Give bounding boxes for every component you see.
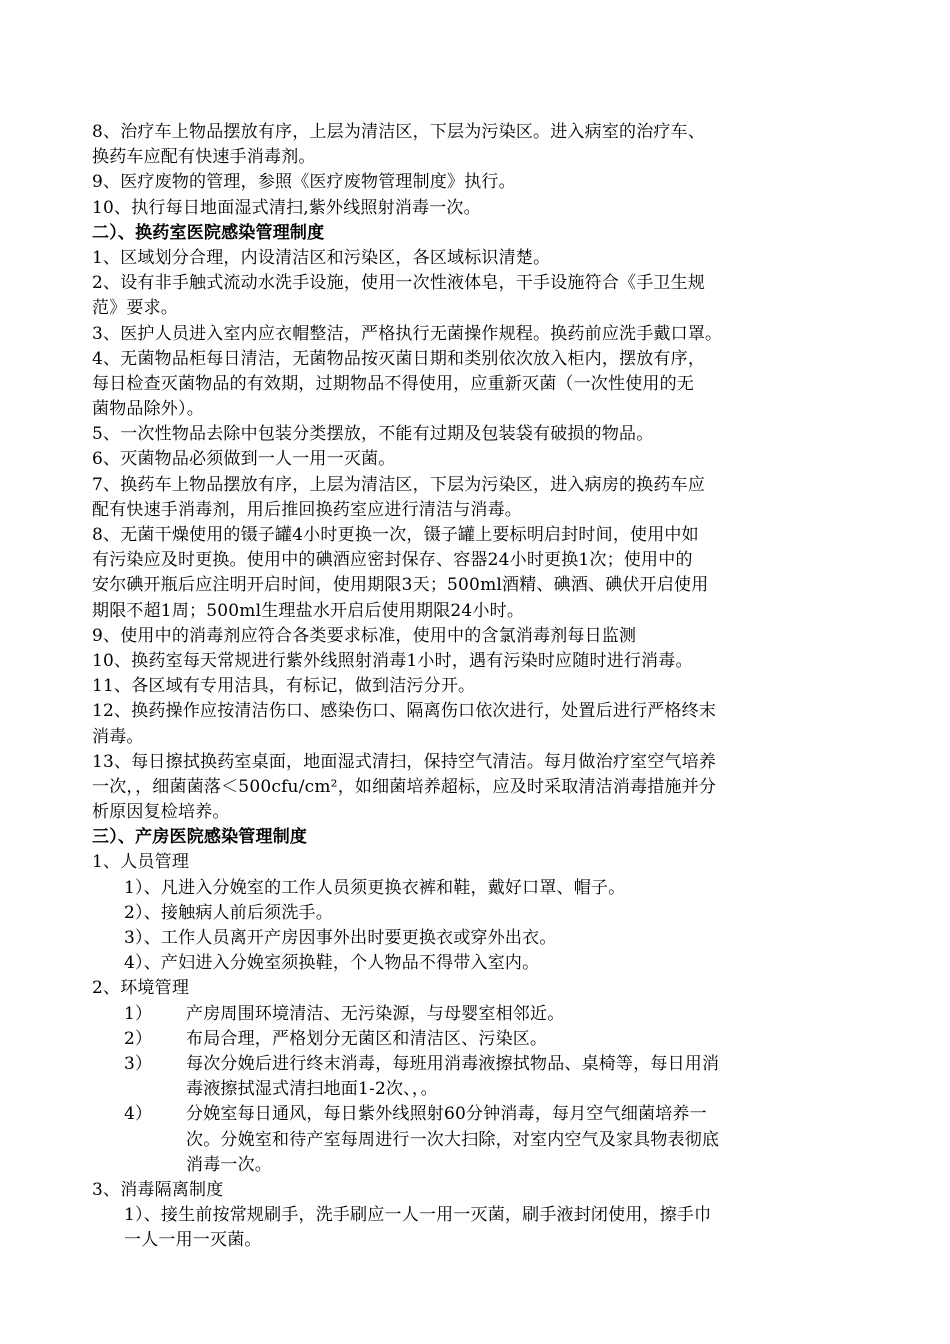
text-line: 产房周围环境清洁、无污染源，与母婴室相邻近。 — [186, 1003, 565, 1024]
text-line: 一次，，细菌菌落＜500cfu/cm²，如细菌培养超标，应及时采取清洁消毒措施并分 — [92, 776, 717, 797]
text-line: 10、换药室每天常规进行紫外线照射消毒1小时，遇有污染时应随时进行消毒。 — [92, 650, 693, 671]
text-line: 有污染应及时更换。使用中的碘酒应密封保存、容器24小时更换1次；使用中的 — [92, 550, 693, 571]
text-line: 次。分娩室和待产室每周进行一次大扫除，对室内空气及家具物表彻底 — [186, 1129, 720, 1150]
section-heading: 三）、产房医院感染管理制度 — [92, 827, 308, 848]
text-line: 3）、工作人员离开产房因事外出时要更换衣或穿外出衣。 — [124, 928, 557, 948]
text-line: 1）、凡进入分娩室的工作人员须更换衣裤和鞋，戴好口罩、帽子。 — [124, 877, 626, 898]
text-line: 每日检查灭菌物品的有效期，过期物品不得使用，应重新灭菌（一次性使用的无 — [92, 373, 694, 394]
text-line: 9、使用中的消毒剂应符合各类要求标准，使用中的含氯消毒剂每日监测 — [92, 625, 637, 646]
text-line: 3、消毒隔离制度 — [92, 1179, 224, 1200]
text-line: 13、每日擦拭换药室桌面，地面湿式清扫，保持空气清洁。每月做治疗室空气培养 — [92, 751, 717, 772]
text-line: 1、区域划分合理，内设清洁区和污染区，各区域标识清楚。 — [92, 247, 551, 268]
text-line: 11、各区域有专用洁具，有标记，做到洁污分开。 — [92, 676, 476, 697]
text-line: 2、环境管理 — [92, 978, 190, 999]
list-item — [92, 1052, 872, 1077]
list-number: 4） — [124, 1104, 153, 1125]
text-line: 析原因复检培养。 — [92, 802, 230, 823]
text-line: 4）、产妇进入分娩室须换鞋，个人物品不得带入室内。 — [124, 953, 540, 974]
text-line: 配有快速手消毒剂，用后推回换药室应进行清洁与消毒。 — [92, 499, 522, 520]
text-line: 2、设有非手触式流动水洗手设施，使用一次性液体皂，干手设施符合《手卫生规 — [92, 273, 706, 294]
text-line: 范》要求。 — [92, 298, 178, 319]
text-line: 1、人员管理 — [92, 852, 190, 873]
section-heading: 二）、换药室医院感染管理制度 — [92, 222, 325, 243]
text-line: 12、换药操作应按清洁伤口、感染伤口、隔离伤口依次进行，处置后进行严格终末 — [92, 701, 717, 722]
text-line: 一人一用一灭菌。 — [124, 1230, 262, 1251]
text-line: 布局合理，严格划分无菌区和清洁区、污染区。 — [186, 1028, 548, 1049]
text-line: 消毒一次。 — [186, 1154, 272, 1175]
text-line: 8、无菌干燥使用的镊子罐4小时更换一次，镊子罐上要标明启封时间，使用中如 — [92, 525, 699, 545]
text-line: 5、一次性物品去除中包装分类摆放，不能有过期及包装袋有破损的物品。 — [92, 424, 654, 445]
document-page — [92, 120, 872, 1253]
text-line: 2）、接触病人前后须洗手。 — [124, 902, 333, 923]
text-line: 毒液擦拭湿式清扫地面1-2次、，。 — [186, 1079, 438, 1100]
list-item — [92, 1027, 872, 1052]
list-number: 2） — [124, 1028, 153, 1049]
text-line: 7、换药车上物品摆放有序，上层为清洁区，下层为污染区，进入病房的换药车应 — [92, 474, 706, 495]
text-line: 9、医疗废物的管理，参照《医疗废物管理制度》执行。 — [92, 172, 516, 193]
text-line: 菌物品除外）。 — [92, 399, 204, 420]
text-line: 分娩室每日通风，每日紫外线照射60分钟消毒，每月空气细菌培养一 — [186, 1104, 707, 1125]
text-line: 1）、接生前按常规刷手，洗手刷应一人一用一灭菌，刷手液封闭使用，擦手巾 — [124, 1205, 712, 1226]
text-line: 每次分娩后进行终末消毒，每班用消毒液擦拭物品、桌椅等，每日用消 — [186, 1053, 720, 1074]
text-line: 4、无菌物品柜每日清洁，无菌物品按灭菌日期和类别依次放入柜内，摆放有序， — [92, 348, 706, 369]
text-line: 期限不超1周；500ml生理盐水开启后使用期限24小时。 — [92, 600, 525, 621]
list-number: 3） — [124, 1053, 153, 1074]
text-line: 消毒。 — [92, 726, 144, 747]
text-line: 安尔碘开瓶后应注明开启时间，使用期限3天；500ml酒精、碘酒、碘伏开启使用 — [92, 575, 709, 596]
list-number: 1） — [124, 1003, 153, 1024]
text-line: 3、医护人员进入室内应衣帽整洁，严格执行无菌操作规程。换药前应洗手戴口罩。 — [92, 323, 723, 344]
list-item — [92, 1002, 872, 1027]
text-line: 10、执行每日地面湿式清扫,紫外线照射消毒一次。 — [92, 197, 481, 218]
list-item — [92, 1102, 872, 1127]
text-line: 换药车应配有快速手消毒剂。 — [92, 147, 316, 168]
text-line: 6、灭菌物品必须做到一人一用一灭菌。 — [92, 449, 396, 470]
text-line: 8、治疗车上物品摆放有序，上层为清洁区，下层为污染区。进入病室的治疗车、 — [92, 122, 706, 142]
